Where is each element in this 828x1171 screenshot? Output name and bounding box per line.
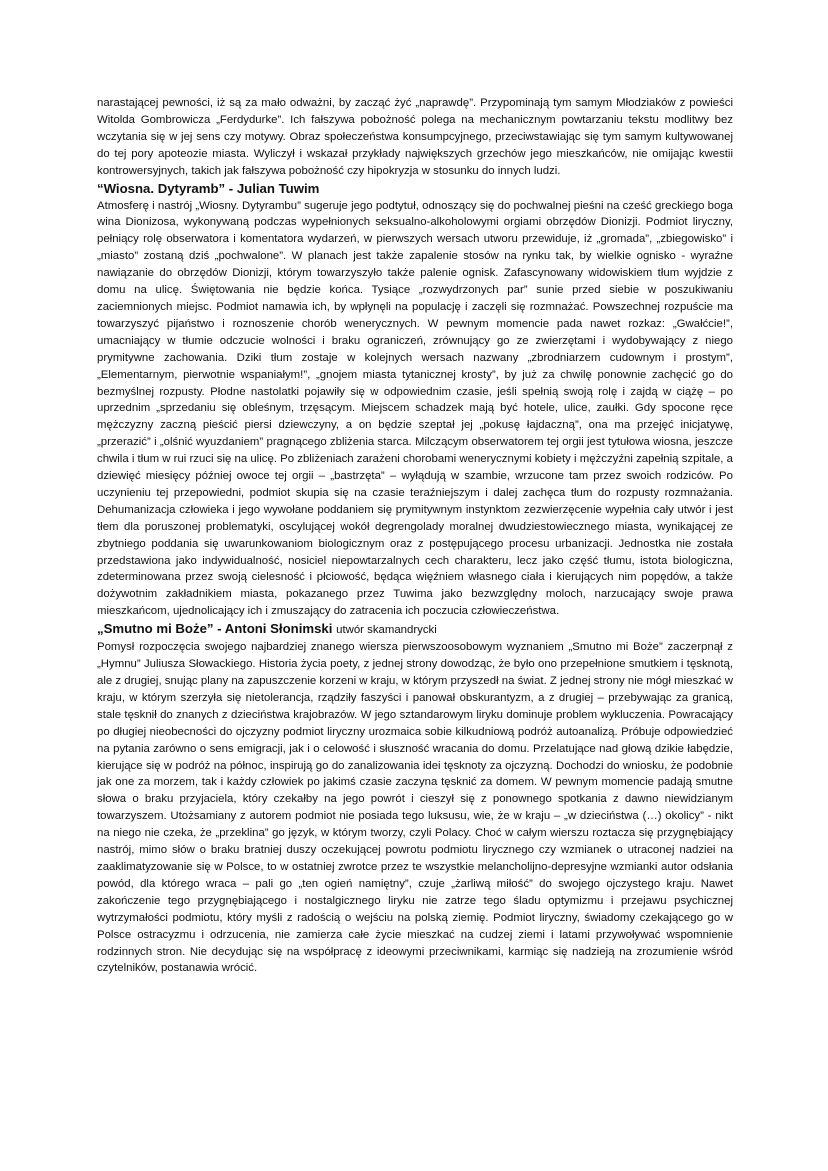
section-heading-smutno — [97, 620, 733, 639]
section-heading-smutno-title: „Smutno mi Boże” - Antoni Słonimski — [97, 621, 333, 637]
section-paragraph-wiosna: Atmosferę i nastrój „Wiosny. Dytyrambu” sugeruje jego podtytuł, odnoszący się do pochwalnej pieśni na cześć greckiego boga wina Dionizosa, wykonywaną podczas wypełnionych seksualno-alkoholowymi orgiami obrzędów Dionizji. Podmiot liryczny, pełniący rolę obserwatora i komentatora wydarzeń, w pierwszych wersach utworu przewiduje, iż „gromada”, „zbiegowisko” i „miasto” zostaną dziś „pochwalone”. W planach jest także zapalenie stosów na rynku tak, by wielkie ognisko - wyraźne nawiązanie do obrzędów Dionizji, którym towarzyszyło także palenie ognisk. Zafascynowany widowiskiem tłum wyjdzie z domu na ulicę. Świętowania nie będzie końca. Tysiące „rozwydrzonych par” sunie przed siebie w poszukiwaniu zaciemnionych miejsc. Podmiot namawia ich, by wpłynęli na populację i zaczęli się rozmnażać. Powszechnej rozpuście ma towarzyszyć pijaństwo i roznoszenie chorób wenerycznych. W pewnym momencie pada nawet rozkaz: „Gwałćcie!”, umacniający w tłumie odczucie wolności i braku ograniczeń, zrównujący go ze zwierzętami i wydobywający z niego prymitywne zachowania. Dziki tłum zostaje w kolejnych wersach nazwany „zbrodniarzem cudownym i prostym”, „Elementarnym, pierwotnie wspaniałym!”, „gnojem miasta tytanicznej krosty”, by już za chwilę ponownie zachęcić go do bezmyślnej rozpusty. Płodne nastolatki pojawiły się w odpowiednim czasie, jeśli spełnią swoją rolę i zajdą w ciążę – po uprzednim „sprzedaniu się obleśnym, trzęsącym. Miejscem schadzek mają być hotele, ulice, zaułki. Gdy spocone ręce mężczyzny zaczną pieścić piersi dziewczyny, a on będzie szeptał jej „pokusę łajdaczną”, ona ma przejęć inicjatywę, „przerazić” i „olśnić wyuzdaniem” pragnącego zbliżenia starca. Milczącym obserwatorem tej orgii jest tytułowa wiosna, jeszcze chwila i tłum w rui rzuci się na ulicę. Po zbliżeniach zarażeni chorobami wenerycznymi kobiety i mężczyźni zapełnią szpitale, a dziewięć miesięcy później owoce tej orgii – „bastrzęta” – wyłądują w szambie, wrzucone tam przez swoich rodziców. Po uczynieniu tej przepowiedni, podmiot skupia się na czasie teraźniejszym i dalej zachęca tłum do rozpusty rozmnażania. Dehumanizacja człowieka i jego wywołane poddaniem się prymitywnym instynktom zezwierzęcenie wypełnia cały utwór i jest tłem dla poruszonej problematyki, oscylującej wokół degrengolady moralnej dwudziestowiecznego miasta, wynikającej ze zbytniego poddania się uwarunkowaniom biologicznym oraz z postępującego procesu urbanizacji. Jednostka nie została przedstawiona jako indywidualność, nosiciel niepowtarzalnych cech charakteru, lecz jako część tłumu, istota biologiczna, zdeterminowana przez swoją cielesność i płciowość, będąca więźniem własnego ciała i kierujących nim popędów, a także dożywotnim zakładnikiem miasta, pokazanego przez Tuwima jako bezwzględny moloch, narzucający swoje prawa mieszkańcom, ujednolicający ich i zmuszający do zatracenia ich poczucia człowieczeństwa. — [97, 199, 733, 618]
document-page — [97, 95, 733, 977]
section-heading-wiosna — [97, 180, 733, 198]
section-heading-smutno-subtitle: utwór skamandrycki — [336, 624, 437, 637]
intro-paragraph: narastającej pewności, iż są za mało odważni, by zacząć żyć „naprawdę”. Przypominają tym samym Młodziaków z powieści Witolda Gombrowicza „Ferdydurke”. Ich fałszywa pobożność polega na mechanicznym powtarzaniu tekstu modlitwy bez wczytania się w jej sens czy motywy. Obraz społeczeństwa konsumpcyjnego, przeciwstawiając się tym samym kultywowanej do tej pory apoteozie miasta. Wyliczył i wskazał przykłady największych grzechów jego mieszkańców, nie omijając kwestii kontrowersyjnych, takich jak fałszywa pobożność czy hipokryzja w stosunku do innych ludzi. — [97, 97, 733, 177]
section-paragraph-smutno: Pomysł rozpoczęcia swojego najbardziej znanego wiersza pierwszoosobowym wyznaniem „Smutno mi Boże” zaczerpnął z „Hymnu” Juliusza Słowackiego. Historia życia poety, z jednej strony dowodząc, że było ono przepełnione smutkiem i tęsknotą, ale z drugiej, snując plany na zapuszczenie korzeni w kraju, w którym przyszedł na świat. Z jednej strony nie mógł mieszkać w kraju, w którym szerzyła się nietolerancja, rządziły faszyści i panował obskurantyzm, a z drugiej – przebywając za granicą, stale tęsknił do znanych z dzieciństwa krajobrazów. W jego sztandarowym liryku dominuje problem wykluczenia. Powracający po długiej nieobecności do ojczyzny podmiot liryczny urozmaica sobie kilkudniową podróż autoanalizą. Próbuje odpowiedzieć na pytania zarówno o sens emigracji, jak i o celowość i słuszność wracania do domu. Przelatujące nad głową dzikie łabędzie, kierujące się w podróż na północ, inspirują go do zanalizowania idei tęsknoty za ojczyzną. Dochodzi do wniosku, że podobnie jak one za morzem, tak i każdy człowiek po jakimś czasie zaczyna tęsknić za domem. W pewnym momencie padają smutne słowa o braku przyjaciela, który czekałby na jego powrót i cieszył się z ponownego spotkania z dawno niewidzianym towarzyszem. Utożsamiany z autorem podmiot nie posiada tego luksusu, wie, że w kraju – „w dzieciństwa (…) okolicy” - nikt na niego nie czeka, że „przeklina” go język, w którym tworzy, czyli Polacy. Choć w całym wierszu roztacza się przygnębiający nastrój, mimo słów o braku bratniej duszy oczekującej powrotu podmiotu lirycznego czy wzmianek o utraconej nadziei na zaaklimatyzowanie się w Polsce, to w ostatniej zwrotce przez te wszystkie melancholijno-depresyjne wzmianki autor odsłania powód, dla którego wraca – pali go „ten ogień namiętny”, czuje „żarliwą miłość” do swojego ojczystego kraju. Nawet zakończenie tego przygnębiającego i nostalgicznego liryku nie zatrze tego śladu optymizmu i przejawu psychicznej wytrzymałości podmiotu, który myśli z radością o wejściu na polską ziemię. Podmiot liryczny, świadomy czekającego go w Polsce ostracyzmu i odrzucenia, nie zamierza całe życie mieszkać na cudzej ziemi i latami przywoływać wspomnienie rodzinnych stron. Nie decydując się na współpracę z ideowymi przeciwnikami, karmiąc się nadzieją na zrozumienie wśród czytelników, postanawia wrócić. — [97, 641, 733, 975]
section-heading-wiosna-title: “Wiosna. Dytyramb” - Julian Tuwim — [97, 180, 320, 196]
